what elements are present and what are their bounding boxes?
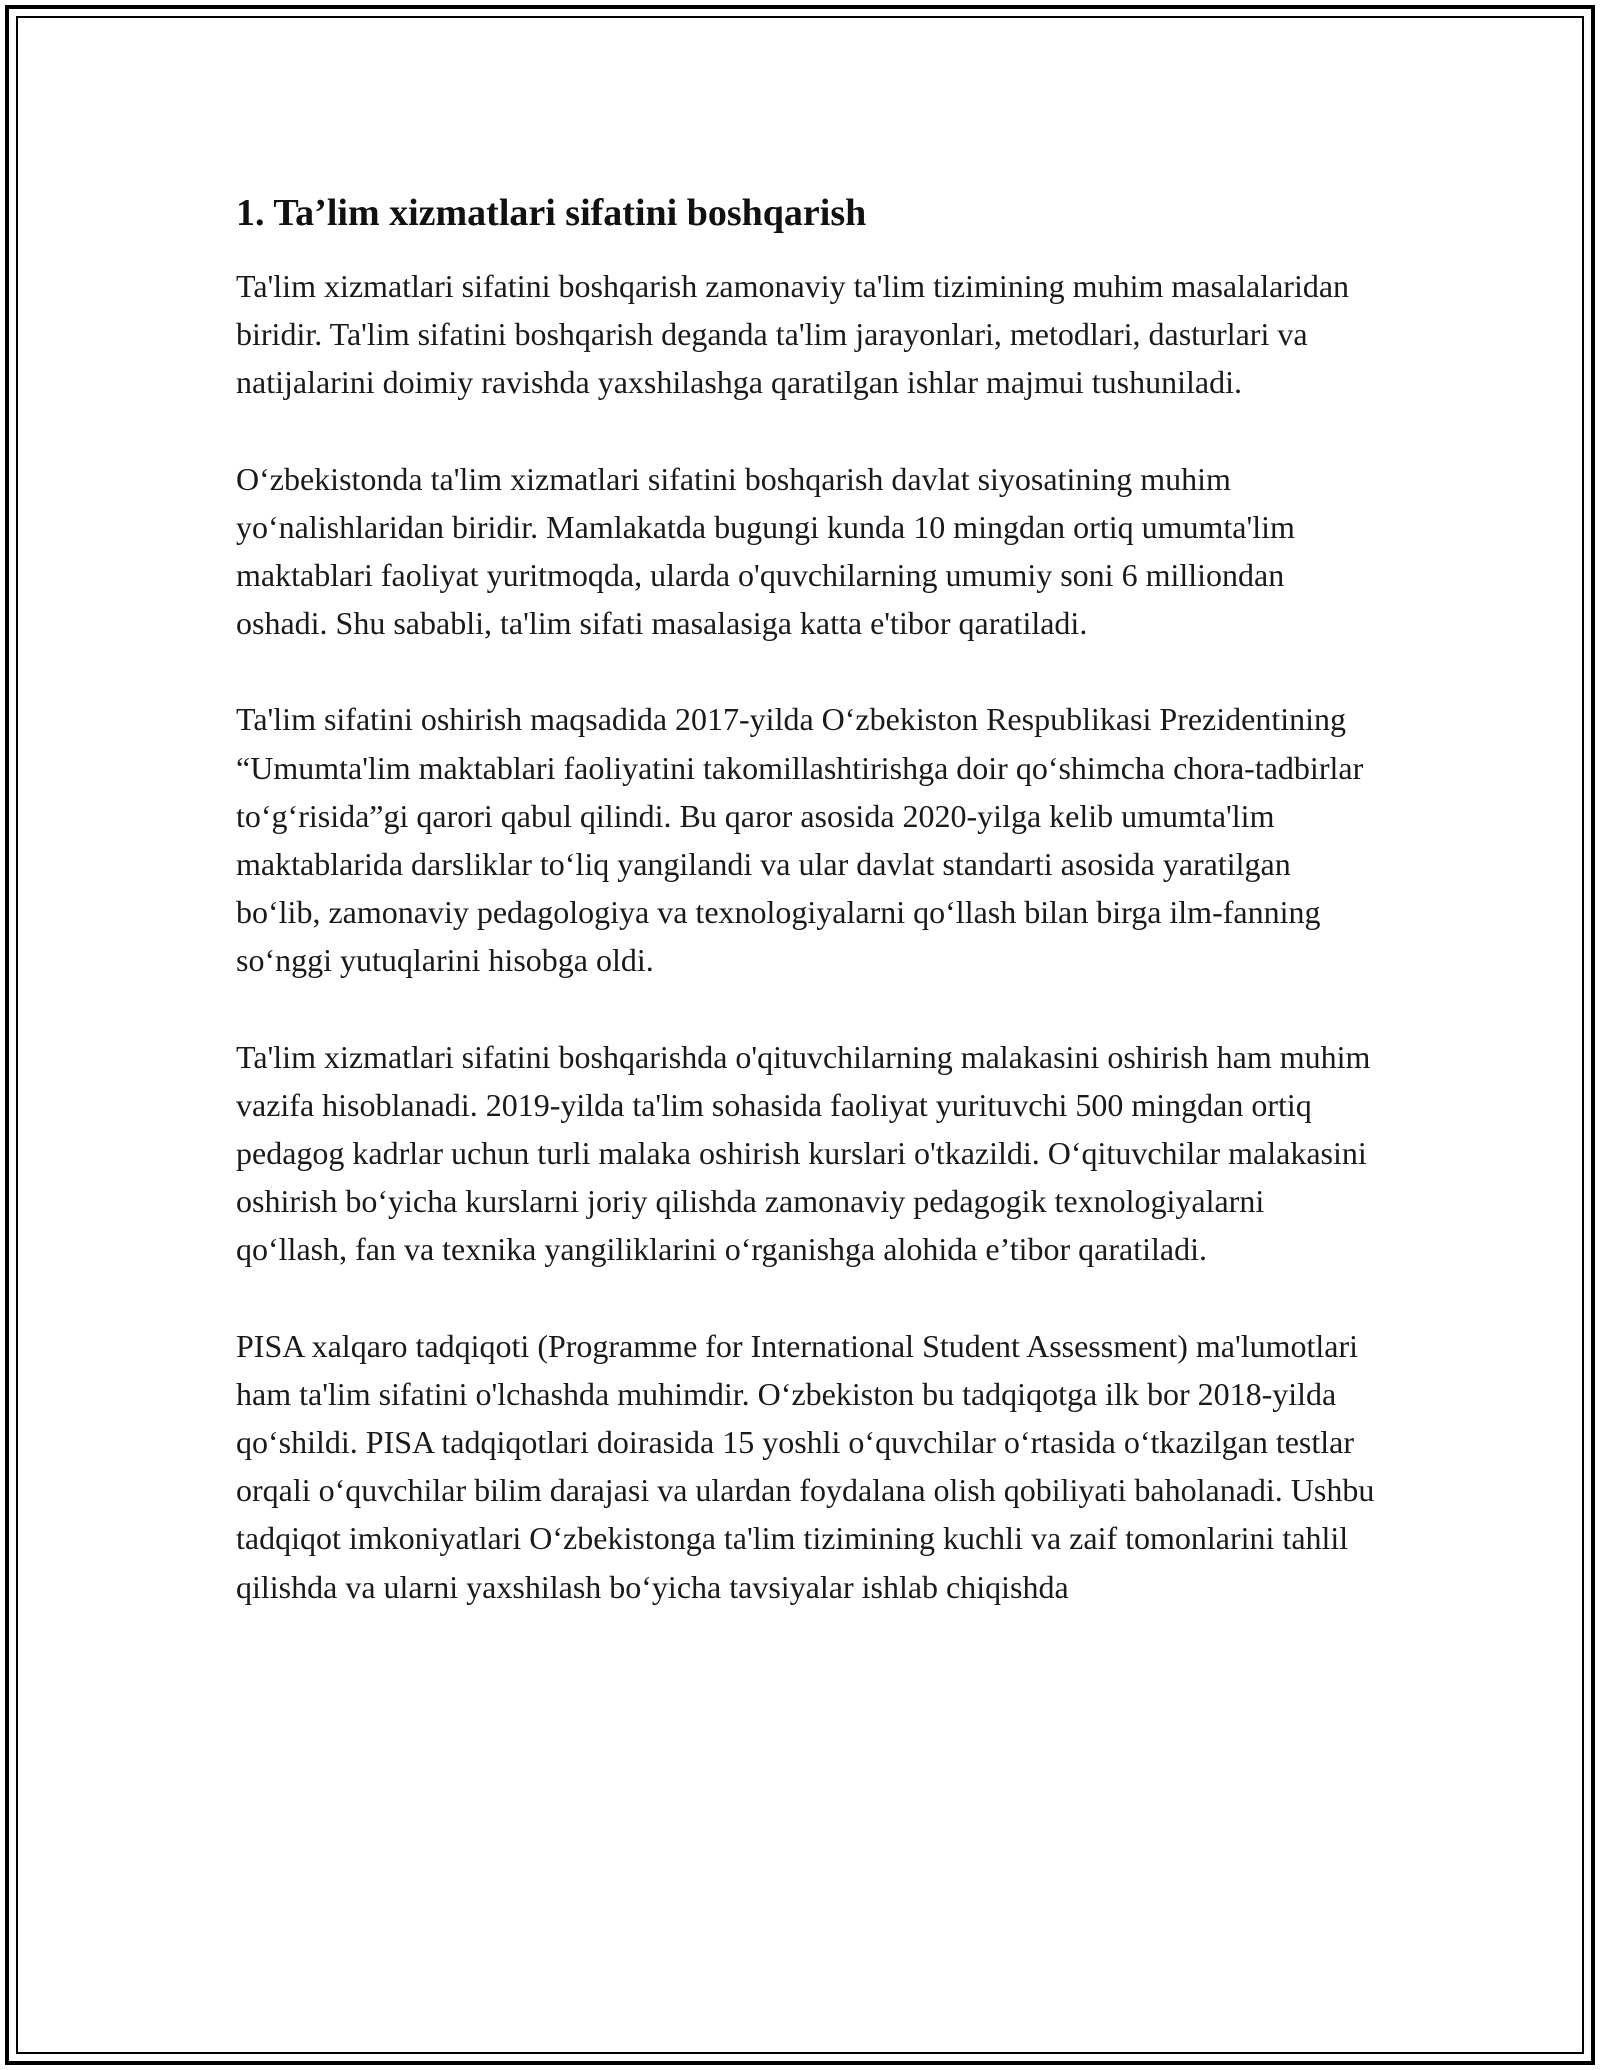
- document-body: [236, 188, 1376, 1611]
- paragraph-5: PISA xalqaro tadqiqoti (Programme for International Student Assessment) ma'lumotlari ham ta'lim sifatini o'lchashda muhimdir. O‘zbekiston bu tadqiqotga ilk bor 2018-yilda qo‘shildi. PISA tadqiqotlari doirasida 15 yoshli o‘quvchilar o‘rtasida o‘tkazilgan testlar orqali o‘quvchilar bilim darajasi va ulardan foydalana olish qobiliyati baholanadi. Ushbu tadqiqot imkoniyatlari O‘zbekistonga ta'lim tizimining kuchli va zaif tomonlarini tahlil qilishda va ularni yaxshilash bo‘yicha tavsiyalar ishlab chiqishda: [236, 1327, 1375, 1605]
- paragraph-1: Ta'lim xizmatlari sifatini boshqarish zamonaviy ta'lim tizimining muhim masalalaridan biridir. Ta'lim sifatini boshqarish deganda ta'lim jarayonlari, metodlari, dasturlari va natijalarini doimiy ravishda yaxshilashga qaratilgan ishlar majmui tushuniladi.: [236, 268, 1350, 401]
- paragraph-2: O‘zbekistonda ta'lim xizmatlari sifatini boshqarish davlat siyosatining muhim yo‘nalishlaridan biridir. Mamlakatda bugungi kunda 10 mingdan ortiq umumta'lim maktablari faoliyat yuritmoqda, ularda o'quvchilarning umumiy soni 6 milliondan oshadi. Shu sababli, ta'lim sifati masalasiga katta e'tibor qaratiladi.: [236, 460, 1295, 642]
- paragraph-4: Ta'lim xizmatlari sifatini boshqarishda o'qituvchilarning malakasini oshirish ham muhim vazifa hisoblanadi. 2019-yilda ta'lim sohasida faoliyat yurituvchi 500 mingdan ortiq pedagog kadrlar uchun turli malaka oshirish kurslari o'tkazildi. O‘qituvchilar malakasini oshirish bo‘yicha kurslarni joriy qilishda zamonaviy pedagogik texnologiyalarni qo‘llash, fan va texnika yangiliklarini o‘rganishga alohida e’tibor qaratiladi.: [236, 1038, 1371, 1268]
- paragraph-3: Ta'lim sifatini oshirish maqsadida 2017-yilda O‘zbekiston Respublikasi Prezidentining “Umumta'lim maktablari faoliyatini takomillashtirishga doir qo‘shimcha chora-tadbirlar to‘g‘risida”gi qarori qabul qilindi. Bu qaror asosida 2020-yilga kelib umumta'lim maktablarida darsliklar to‘liq yangilandi va ular davlat standarti asosida yaratilgan bo‘lib, zamonaviy pedagologiya va texnologiyalarni qo‘llash bilan birga ilm-fanning so‘nggi yutuqlarini hisobga oldi.: [236, 701, 1364, 979]
- section-heading: 1. Ta’lim xizmatlari sifatini boshqarish: [236, 192, 867, 234]
